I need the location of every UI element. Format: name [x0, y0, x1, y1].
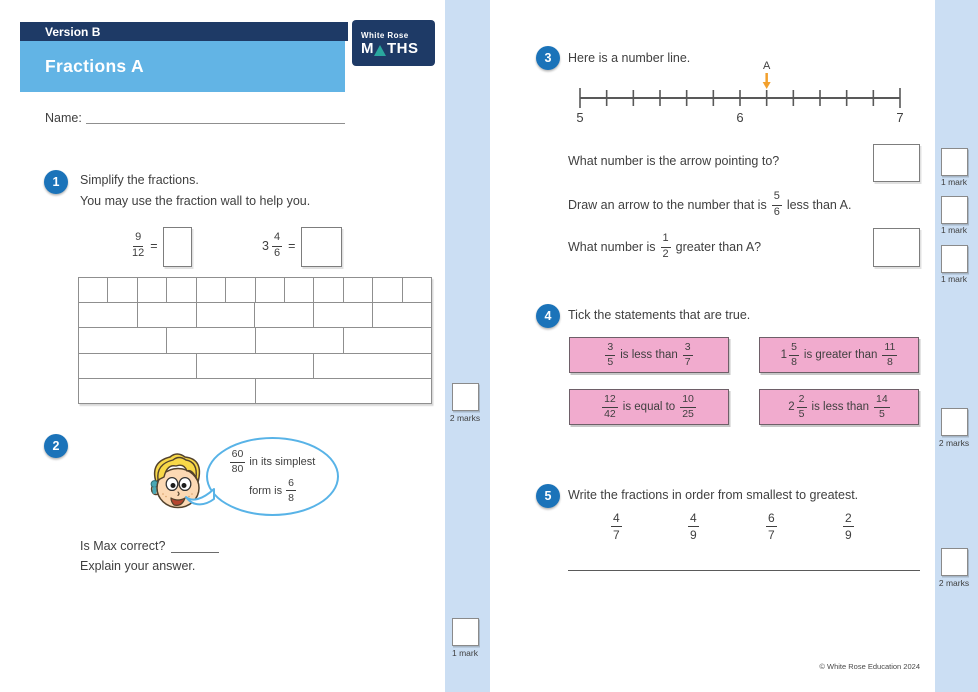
q3-part2-after: less than A. [786, 198, 852, 212]
wall-row-3 [79, 354, 431, 379]
q5-mark-box[interactable] [941, 548, 968, 576]
wall-cell[interactable] [197, 303, 256, 327]
q5-fraction-2: $\frac{4}{9}$ [690, 511, 697, 542]
wall-cell[interactable] [79, 328, 167, 352]
pupil [171, 483, 176, 488]
q3-part2-before: Draw an arrow to the number that is [568, 198, 767, 212]
svg-text:6: 6 [736, 110, 744, 125]
q3-part1-text: What number is the arrow pointing to? [568, 154, 780, 168]
q3-mark-label-1: 1 mark [941, 177, 967, 187]
wall-cell[interactable] [344, 278, 373, 302]
fraction-9-12: $\frac{9}{12}$ [132, 231, 145, 259]
q1-answer-box-2[interactable] [301, 227, 342, 267]
q1-mark-box[interactable] [452, 383, 479, 411]
question-4-number: 4 [536, 304, 560, 328]
q1-instruction-2: You may use the fraction wall to help you. [80, 194, 311, 208]
whole-number: 3 [262, 239, 269, 253]
wall-cell[interactable] [79, 278, 108, 302]
version-banner [20, 22, 348, 41]
q3-part3-text [568, 232, 761, 262]
page-right-margin [935, 0, 978, 692]
q2-question-text: Is Max correct? [80, 539, 166, 553]
q5-mark-label: 2 marks [938, 578, 970, 588]
bubble-text-2: form is [249, 484, 283, 497]
question-2-number: 2 [44, 434, 68, 458]
rose-triangle-icon [374, 45, 386, 56]
svg-text:A: A [762, 60, 771, 72]
fraction-60-80: $\frac{60}{80}$ [231, 448, 244, 476]
q5-intro: Write the fractions in order from smallest to greatest. [568, 488, 859, 502]
wall-cell[interactable] [108, 278, 137, 302]
wall-row-4 [79, 328, 431, 353]
svg-text:5: 5 [576, 110, 584, 125]
q2-mark-box[interactable] [452, 618, 479, 646]
freckle [162, 493, 164, 495]
q3-intro: Here is a number line. [568, 51, 691, 65]
q5-fraction-3: $\frac{6}{7}$ [768, 511, 775, 542]
q3-part2-text [568, 190, 851, 220]
q1-instruction-1: Simplify the fractions. [80, 173, 199, 187]
q5-fraction-4: $\frac{2}{9}$ [845, 511, 852, 542]
fraction-wall[interactable] [78, 277, 432, 404]
wall-cell[interactable] [256, 328, 344, 352]
speech-bubble [206, 437, 339, 516]
q2-is-correct-row [80, 539, 219, 553]
wall-cell[interactable] [138, 278, 167, 302]
page-title: Fractions A [45, 56, 144, 76]
q5-answer-line[interactable] [568, 540, 920, 571]
wall-cell[interactable] [314, 278, 343, 302]
freckle [165, 496, 167, 498]
name-input-line[interactable] [86, 99, 345, 124]
q4-intro: Tick the statements that are true. [568, 308, 751, 322]
wall-cell[interactable] [79, 379, 256, 403]
version-label: Version B [45, 24, 101, 39]
wall-cell[interactable] [197, 278, 226, 302]
q4-mark-label: 2 marks [938, 438, 970, 448]
q3-mark-label-2: 1 mark [941, 225, 967, 235]
wall-cell[interactable] [167, 278, 196, 302]
wall-cell[interactable] [79, 303, 138, 327]
q3-mark-box-2[interactable] [941, 196, 968, 224]
wall-cell[interactable] [138, 303, 197, 327]
equals-sign: = [150, 239, 158, 253]
q5-fraction-1: $\frac{4}{7}$ [613, 511, 620, 542]
equals-sign: = [288, 239, 296, 253]
q3-part3-before: What number is [568, 240, 656, 254]
q1-answer-box-1[interactable] [163, 227, 192, 267]
q1-expression-1 [132, 227, 158, 265]
q4-statement-2[interactable]: 1 $\frac{5}{8}$ is greater than $\frac{11}{8}$ [759, 337, 919, 373]
wall-cell[interactable] [344, 328, 431, 352]
white-rose-maths-logo [352, 20, 435, 66]
wall-cell[interactable] [197, 354, 315, 378]
wall-cell[interactable] [256, 278, 285, 302]
wall-cell[interactable] [373, 303, 431, 327]
wall-row-6 [79, 303, 431, 328]
question-3-number: 3 [536, 46, 560, 70]
q4-statement-4[interactable]: 2 $\frac{2}{5}$ is less than $\frac{14}{5}$ [759, 389, 919, 425]
wall-row-2 [79, 379, 431, 403]
wall-cell[interactable] [373, 278, 402, 302]
logo-text-maths: M THS [361, 39, 419, 57]
q1-expression-2 [262, 227, 295, 265]
number-line[interactable] [572, 60, 908, 126]
wall-cell[interactable] [285, 278, 314, 302]
wall-cell[interactable] [226, 278, 255, 302]
wall-cell[interactable] [79, 354, 197, 378]
fraction-4-6: $\frac{4}{6}$ [273, 231, 281, 259]
q1-mark-label: 2 marks [449, 413, 481, 423]
q2-mark-label: 1 mark [452, 648, 478, 658]
q4-mark-box[interactable] [941, 408, 968, 436]
wall-row-12 [79, 278, 431, 303]
question-5-number: 5 [536, 484, 560, 508]
q2-answer-blank[interactable] [171, 539, 219, 553]
wall-cell[interactable] [314, 354, 431, 378]
title-banner [20, 41, 345, 92]
q3-answer-box-1[interactable] [873, 144, 920, 182]
wall-cell[interactable] [256, 379, 432, 403]
wall-cell[interactable] [314, 303, 373, 327]
logo-text-small: White Rose [361, 30, 409, 40]
q3-mark-label-3: 1 mark [941, 274, 967, 284]
speech-bubble-tail [184, 486, 216, 512]
wall-cell[interactable] [255, 303, 314, 327]
name-label: Name: [45, 111, 82, 125]
wall-cell[interactable] [167, 328, 255, 352]
svg-text:7: 7 [896, 110, 904, 125]
fraction-1-2: $\frac{1}{2}$ [662, 232, 669, 260]
fraction-6-8: $\frac{6}{8}$ [288, 476, 294, 504]
q3-answer-box-2[interactable] [873, 228, 920, 267]
hearing-aid-icon [153, 487, 157, 494]
q3-mark-box-1[interactable] [941, 148, 968, 176]
wall-cell[interactable] [403, 278, 431, 302]
q4-statement-3[interactable]: $\frac{12}{42}$ is equal to $\frac{10}{25}$ [569, 389, 729, 425]
copyright-text: © White Rose Education 2024 [819, 662, 920, 671]
page-gutter [445, 0, 490, 692]
q4-statement-1[interactable]: $\frac{3}{5}$ is less than $\frac{3}{7}$ [569, 337, 729, 373]
fraction-5-6: $\frac{5}{6}$ [773, 190, 780, 218]
question-1-number: 1 [44, 170, 68, 194]
q2-explain-text: Explain your answer. [80, 559, 196, 573]
q3-part3-after: greater than A? [675, 240, 762, 254]
bubble-text-1: in its simplest [249, 456, 316, 469]
q3-mark-box-3[interactable] [941, 245, 968, 273]
